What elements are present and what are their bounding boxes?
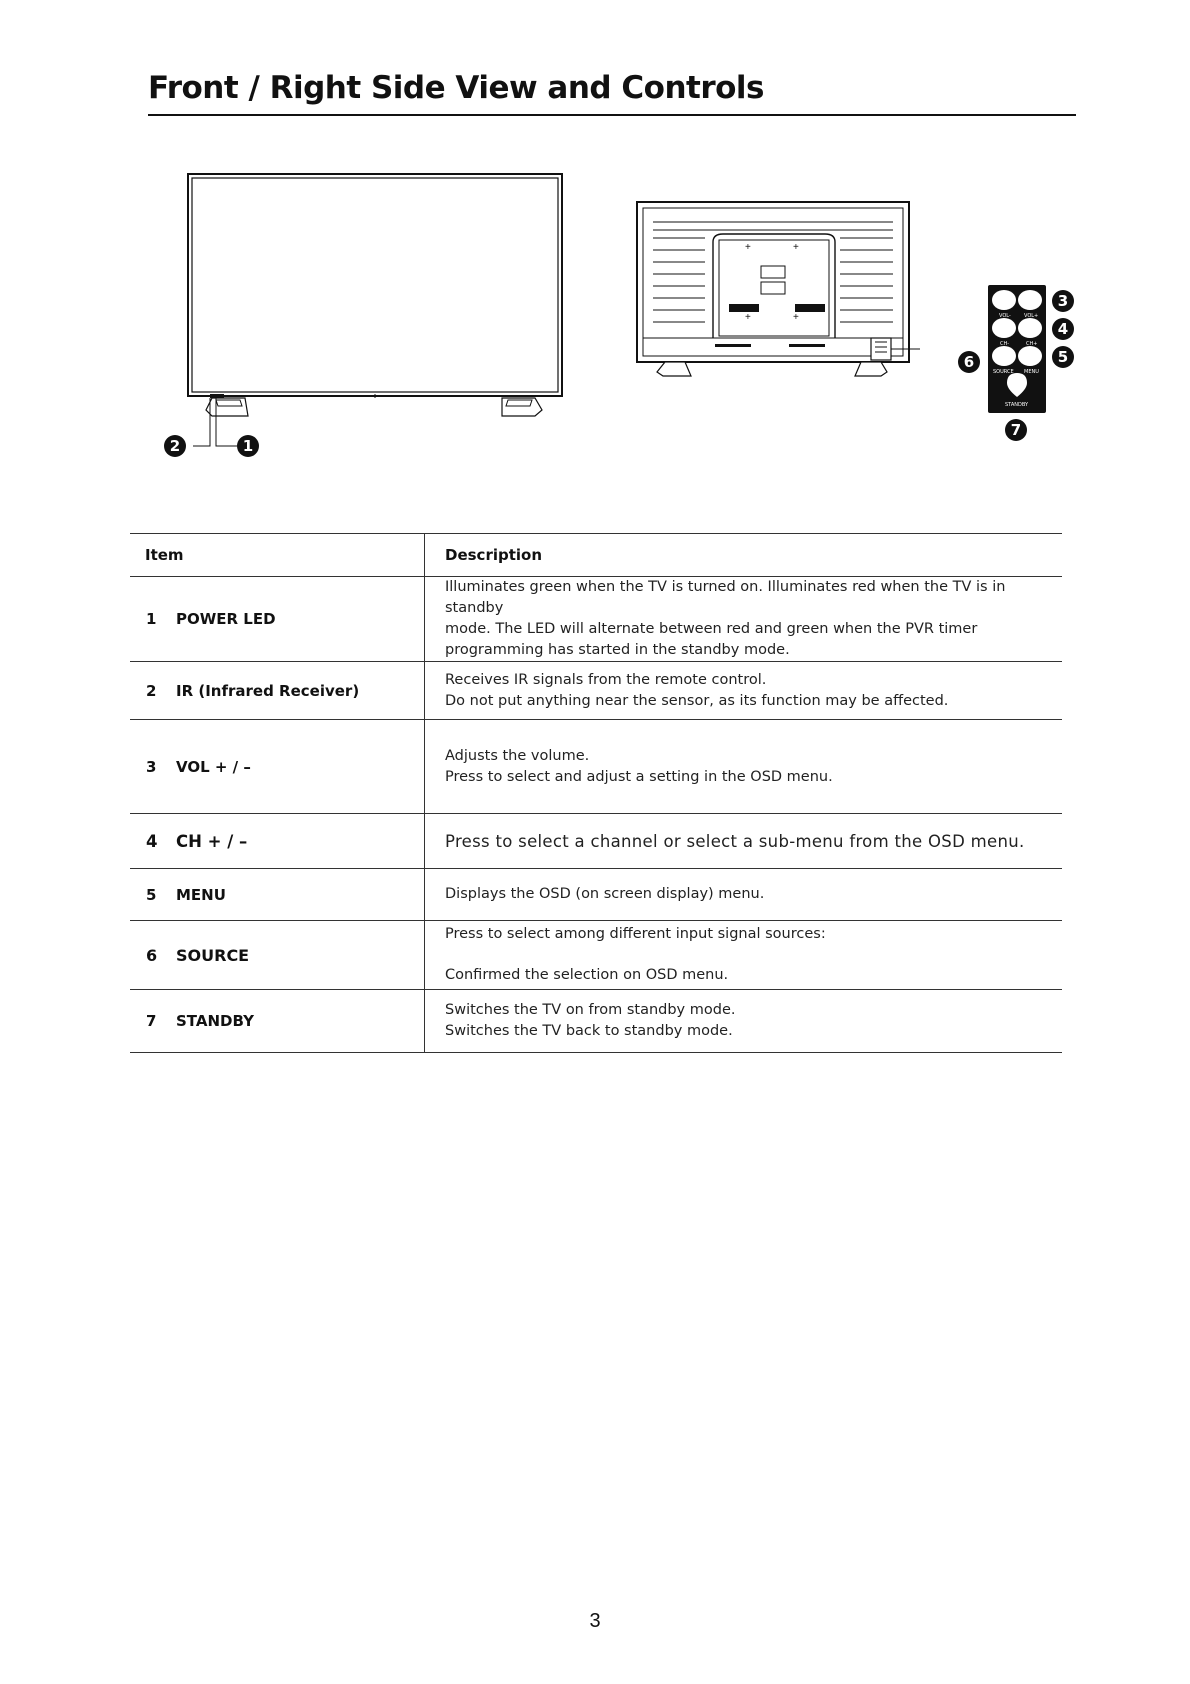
description-line: Do not put anything near the sensor, as its function may be affected. xyxy=(445,692,949,709)
item-cell xyxy=(130,662,425,720)
header-item: Item xyxy=(130,534,425,577)
item-name: IR (Infrared Receiver) xyxy=(176,681,360,700)
table-row xyxy=(130,720,1062,814)
callout-5: 5 xyxy=(1052,346,1074,368)
description-cell xyxy=(425,577,1063,662)
description-cell xyxy=(425,662,1063,720)
callout-2: 2 xyxy=(164,435,186,457)
item-number: 4 xyxy=(146,831,158,851)
svg-text:+: + xyxy=(745,242,751,253)
callout-6: 6 xyxy=(958,351,980,373)
table-header-row xyxy=(130,534,1062,577)
vol-minus-label: VOL- xyxy=(999,313,1011,319)
description-cell xyxy=(425,814,1063,869)
item-name: CH + / – xyxy=(176,831,248,851)
description-cell xyxy=(425,990,1063,1053)
description-line: Receives IR signals from the remote control. xyxy=(445,671,767,688)
description-line: Press to select and adjust a setting in the OSD menu. xyxy=(445,768,833,785)
description-cell xyxy=(425,720,1063,814)
description-cell xyxy=(425,921,1063,990)
item-cell xyxy=(130,921,425,990)
svg-text:+: + xyxy=(793,242,799,253)
control-panel xyxy=(988,285,1046,413)
table-row xyxy=(130,662,1062,720)
callout-1: 1 xyxy=(237,435,259,457)
description-cell xyxy=(425,869,1063,921)
page-title: Front / Right Side View and Controls xyxy=(148,70,765,106)
item-cell xyxy=(130,577,425,662)
item-number: 2 xyxy=(146,681,157,700)
standby-label: STANDBY xyxy=(1005,402,1029,408)
ch-plus-label: CH+ xyxy=(1026,341,1038,347)
item-name: MENU xyxy=(176,885,226,904)
item-name: VOL + / – xyxy=(176,757,251,776)
description-line: Adjusts the volume. xyxy=(445,747,590,764)
description-line: Press to select among different input signal sources: xyxy=(445,926,826,942)
ch-plus-button xyxy=(1018,318,1042,338)
item-cell xyxy=(130,990,425,1053)
svg-text:+: + xyxy=(745,312,751,323)
item-name: POWER LED xyxy=(176,610,276,628)
item-cell xyxy=(130,814,425,869)
item-number: 1 xyxy=(146,610,157,628)
menu-label: MENU xyxy=(1024,369,1039,375)
item-number: 7 xyxy=(146,1012,157,1030)
vol-minus-button xyxy=(992,290,1016,310)
callout-4: 4 xyxy=(1052,318,1074,340)
table-row xyxy=(130,577,1062,662)
title-divider xyxy=(148,114,1076,116)
controls-table xyxy=(130,533,1062,1053)
description-line: Switches the TV back to standby mode. xyxy=(445,1023,733,1039)
source-button xyxy=(992,346,1016,366)
description-line: programming has started in the standby mode. xyxy=(445,642,790,658)
ch-minus-button xyxy=(992,318,1016,338)
source-label: SOURCE xyxy=(993,369,1014,375)
table-row xyxy=(130,990,1062,1053)
callout-3: 3 xyxy=(1052,290,1074,312)
header-description: Description xyxy=(425,534,1063,577)
svg-text:+: + xyxy=(793,312,799,323)
table-row xyxy=(130,869,1062,921)
tv-rear-view xyxy=(635,200,920,380)
item-number: 5 xyxy=(146,885,157,904)
item-cell xyxy=(130,869,425,921)
description-line: Illuminates green when the TV is turned on. Illuminates red when the TV is in standby xyxy=(445,579,1006,616)
table-row xyxy=(130,814,1062,869)
item-name: STANDBY xyxy=(176,1012,254,1030)
vol-plus-button xyxy=(1018,290,1042,310)
description-line: Displays the OSD (on screen display) menu. xyxy=(445,886,765,902)
ch-minus-label: CH- xyxy=(1000,341,1010,347)
tv-left-stand xyxy=(206,398,248,416)
item-name: SOURCE xyxy=(176,945,250,965)
description-line: Press to select a channel or select a sub-menu from the OSD menu. xyxy=(445,831,1025,851)
page-number: 3 xyxy=(589,1610,601,1632)
callout-7: 7 xyxy=(1005,419,1027,441)
item-cell xyxy=(130,720,425,814)
description-line: Confirmed the selection on OSD menu. xyxy=(445,967,729,983)
controls-table-container xyxy=(130,533,1062,1053)
table-row xyxy=(130,921,1062,990)
vol-plus-label: VOL+ xyxy=(1024,313,1039,319)
item-number: 6 xyxy=(146,945,158,965)
description-line: Switches the TV on from standby mode. xyxy=(445,1002,736,1018)
menu-button xyxy=(1018,346,1042,366)
item-number: 3 xyxy=(146,757,157,776)
tv-right-stand xyxy=(502,398,542,416)
tv-front-view xyxy=(150,170,570,470)
description-line: mode. The LED will alternate between red and green when the PVR timer xyxy=(445,621,978,637)
